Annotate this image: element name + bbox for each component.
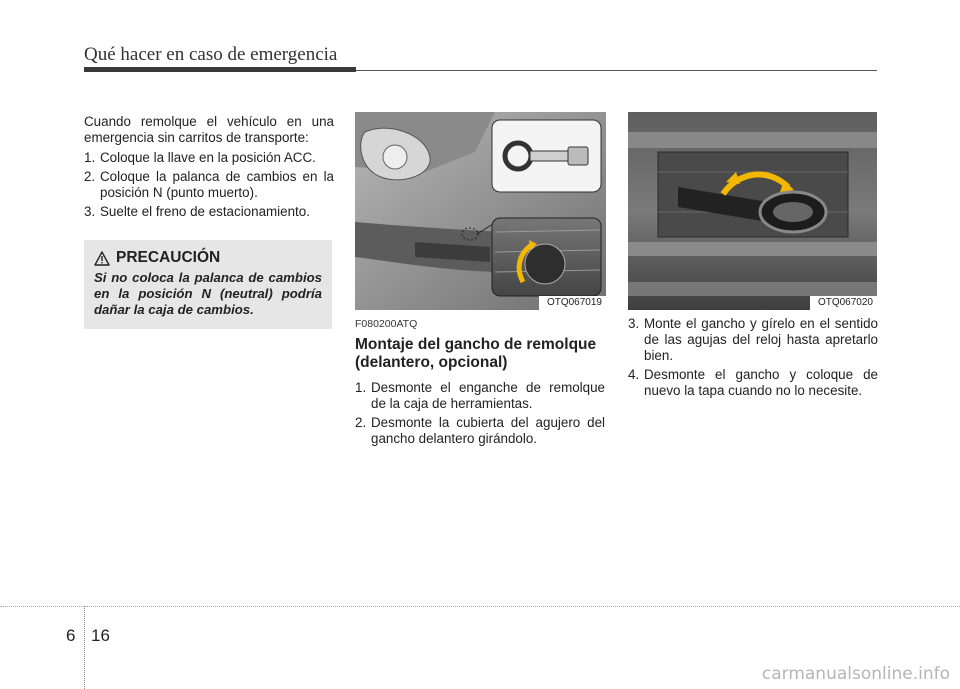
list-item [84,204,334,220]
figure-caption: OTQ067020 [810,296,877,310]
intro-column [84,114,334,223]
step-text: Coloque la llave en la posición ACC. [100,150,316,165]
section-steps-continued [628,316,878,399]
warning-icon [94,251,110,266]
list-item [628,316,878,364]
step-number: 2. [84,169,96,184]
step-text: Monte el gancho y gírelo en el sentido de las agujas del reloj hasta apretarlo bien. [644,316,878,363]
list-item [84,169,334,201]
list-item [628,367,878,399]
page-number: 16 [91,626,110,645]
footer-divider [84,606,85,689]
footer-rule [0,606,960,607]
page-title: Qué hacer en caso de emergencia [84,44,338,65]
figure-tow-hook-installed [628,112,877,310]
step-text: Coloque la palanca de cambios en la posición N (punto muerto). [100,169,334,200]
list-item [355,380,605,412]
step-number: 1. [355,380,367,395]
tow-hook-illustration [628,112,877,310]
list-item [355,415,605,447]
front-bumper-illustration [355,112,606,310]
section-column [355,316,605,450]
step-text: Desmonte el enganche de remolque de la caja de herramientas. [371,380,605,411]
figure-front-bumper [355,112,606,310]
intro-steps [84,150,334,220]
header-rule [84,67,356,72]
watermark: carmanualsonline.info [761,664,950,684]
intro-paragraph: Cuando remolque el vehículo en una emergencia sin carritos de transporte: [84,114,334,145]
caution-box [84,240,332,329]
step-text: Suelte el freno de estacionamiento. [100,204,310,219]
step-text: Desmonte la cubierta del agujero del gancho delantero girándolo. [371,415,605,446]
step-number: 3. [628,316,640,331]
section-code: F080200ATQ [355,318,418,330]
section-title: Montaje del gancho de remolque (delantero, opcional) [355,336,597,371]
figure-caption: OTQ067019 [539,296,606,310]
section-steps [355,380,605,447]
header-rule-thin [356,70,877,71]
section-number: 6 [66,626,76,645]
step-number: 4. [628,367,640,382]
section-column-continued [628,316,878,402]
caution-title: PRECAUCIÓN [116,249,221,266]
caution-header [94,249,322,267]
step-number: 1. [84,150,96,165]
list-item [84,150,334,166]
step-text: Desmonte el gancho y coloque de nuevo la tapa cuando no lo necesite. [644,367,878,398]
step-number: 3. [84,204,96,219]
step-number: 2. [355,415,367,430]
caution-text: Si no coloca la palanca de cambios en la posición N (neutral) podría dañar la caja de cambios. [94,270,322,317]
